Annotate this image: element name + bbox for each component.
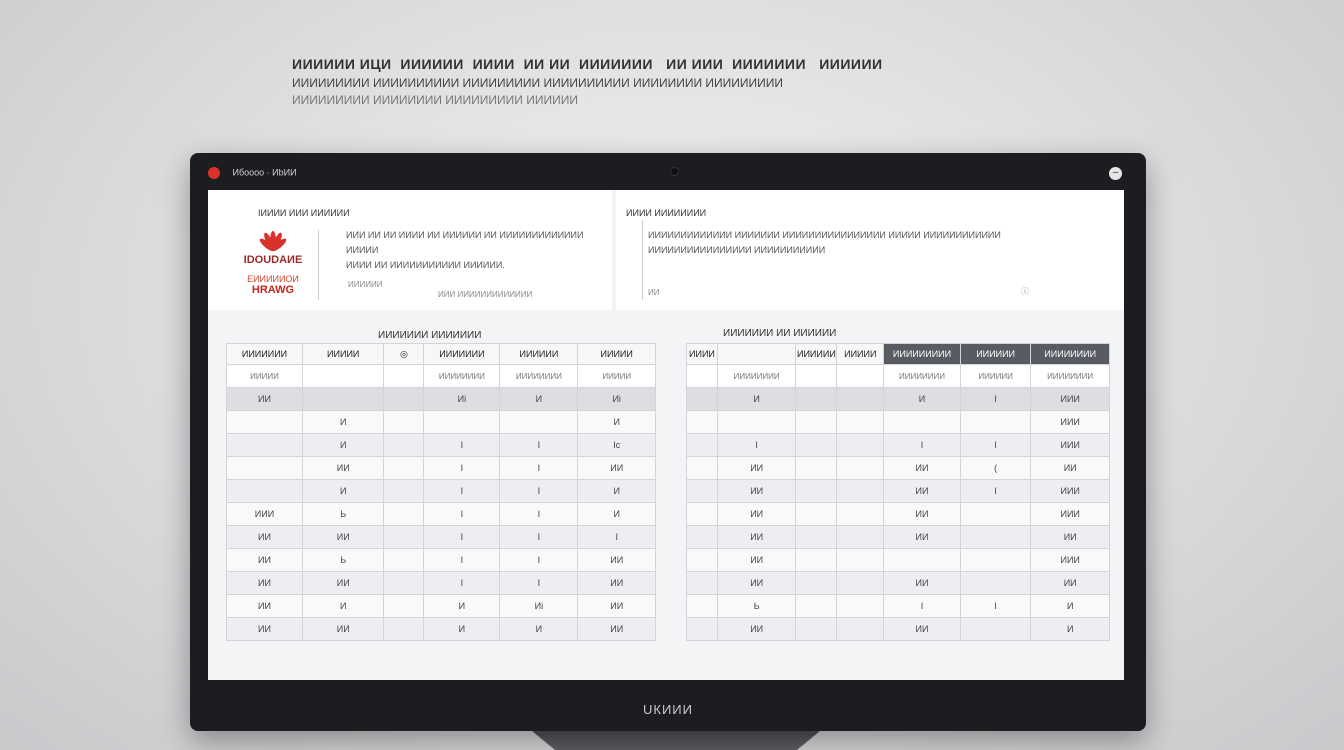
- monitor: [190, 153, 1146, 731]
- column-subheader: ИИИИИИИИ: [1031, 365, 1110, 388]
- table-cell: [796, 549, 837, 572]
- column-header[interactable]: ИИИИИ: [303, 344, 384, 365]
- table-cell: I: [960, 595, 1031, 618]
- table-cell: [687, 549, 718, 572]
- table-cell: И: [578, 480, 656, 503]
- table-cell: I: [884, 434, 961, 457]
- table-cell: [960, 572, 1031, 595]
- table-cell: ИИИ: [1031, 411, 1110, 434]
- table-cell: ИИ: [1031, 572, 1110, 595]
- table-cell: [837, 618, 884, 641]
- table-cell: [384, 595, 424, 618]
- table-cell: [687, 388, 718, 411]
- table-cell: I: [500, 503, 578, 526]
- table-cell: И: [884, 388, 961, 411]
- page-caption: ИИИИИИИИИ ИИИИИИИИ ИИИИИИИИИ ИИИИИИ: [292, 93, 579, 107]
- table-row[interactable]: [687, 388, 1110, 411]
- right-panel-heading: ИИИИ ИИИИИИИИ: [626, 208, 707, 218]
- table-cell: ИИ: [578, 572, 656, 595]
- table-row[interactable]: [227, 549, 656, 572]
- table-cell: [303, 388, 384, 411]
- app-screen: [208, 190, 1124, 680]
- table-cell: [796, 434, 837, 457]
- column-subheader: ИИИИИИИИ: [424, 365, 500, 388]
- table-cell: [837, 503, 884, 526]
- table-cell: ИИ: [717, 526, 795, 549]
- table-row[interactable]: [227, 503, 656, 526]
- table-cell: ИИ: [578, 457, 656, 480]
- heading-word: ИИИИИИ: [400, 56, 464, 72]
- table-cell: ИИ: [717, 618, 795, 641]
- left-panel-text: [346, 228, 612, 273]
- table-cell: ИИ: [303, 572, 384, 595]
- table-cell: [884, 549, 961, 572]
- page-subheading: ИИИИИИИИИ ИИИИИИИИИИ ИИИИИИИИИ ИИИИИИИИИИ ИИИИИИИИ ИИИИИИИИИ: [292, 76, 784, 90]
- table-cell: [687, 618, 718, 641]
- column-header[interactable]: ИИИИ: [687, 344, 718, 365]
- column-subheader: [796, 365, 837, 388]
- column-subheader: ИИИИИИ: [960, 365, 1031, 388]
- table-cell: Ь: [717, 595, 795, 618]
- table-cell: [687, 503, 718, 526]
- table-row[interactable]: [687, 434, 1110, 457]
- table-cell: [687, 434, 718, 457]
- table-cell: [960, 411, 1031, 434]
- table-cell: Ic: [578, 434, 656, 457]
- table-cell: И: [578, 503, 656, 526]
- table-cell: ИИ: [227, 549, 303, 572]
- table-cell: [687, 480, 718, 503]
- table-cell: I: [424, 503, 500, 526]
- table-cell: [500, 411, 578, 434]
- table-cell: [687, 457, 718, 480]
- table-cell: ИИИ: [1031, 388, 1110, 411]
- column-subheader: [687, 365, 718, 388]
- table-cell: I: [960, 388, 1031, 411]
- table-row[interactable]: [227, 457, 656, 480]
- text-line: ИИИИ ИИ ИИИИИИИИИИИ ИИИИИИ.: [346, 260, 505, 270]
- table-cell: [837, 388, 884, 411]
- table-row[interactable]: [227, 618, 656, 641]
- text-line: ИИИ ИИ ИИ ИИИИ ИИ ИИИИИИ ИИ ИИИИИИИИИИИИИ ИИИИИ: [346, 230, 584, 255]
- left-info-panel: [208, 190, 612, 310]
- table-cell: [796, 572, 837, 595]
- left-data-table: [226, 343, 656, 641]
- table-cell: I: [424, 434, 500, 457]
- table-cell: [384, 572, 424, 595]
- table-cell: ИИ: [884, 480, 961, 503]
- table-cell: ИИ: [1031, 457, 1110, 480]
- table-cell: Ь: [303, 549, 384, 572]
- table-cell: ИИ: [578, 549, 656, 572]
- heading-word: ИИ ИИИ: [666, 56, 724, 72]
- table-row[interactable]: [227, 434, 656, 457]
- panel-divider: [642, 220, 643, 300]
- window-title: Ибоооо · ИbИИ: [232, 167, 297, 178]
- table-cell: [796, 480, 837, 503]
- table-cell: [796, 618, 837, 641]
- column-subheader: [837, 365, 884, 388]
- heading-word: ИИИИ: [472, 56, 515, 72]
- column-header-icon[interactable]: ◎: [384, 344, 424, 365]
- table-row[interactable]: [687, 457, 1110, 480]
- table-row[interactable]: [687, 411, 1110, 434]
- table-cell: И: [303, 480, 384, 503]
- logo-name-bottom: HRAWG: [251, 284, 295, 296]
- table-cell: (: [960, 457, 1031, 480]
- table-row[interactable]: [227, 595, 656, 618]
- column-header[interactable]: ИИИИИИ: [500, 344, 578, 365]
- table-cell: И: [424, 618, 500, 641]
- table-cell: I: [500, 526, 578, 549]
- table-cell: ИИ: [227, 618, 303, 641]
- monitor-brand-label: UКИИИ: [643, 702, 693, 717]
- table-cell: ИИ: [303, 526, 384, 549]
- table-cell: I: [960, 480, 1031, 503]
- table-cell: [960, 526, 1031, 549]
- column-subheader: ИИИИИИИИ: [717, 365, 795, 388]
- logo-name-mid: EИИИИИОИ: [247, 274, 299, 284]
- left-panel-foot: ИИИИИИ: [348, 280, 383, 289]
- table-cell: I: [717, 434, 795, 457]
- app-logo-icon: [208, 167, 220, 179]
- table-cell: I: [500, 434, 578, 457]
- table-cell: И: [303, 411, 384, 434]
- table-cell: Ь: [303, 503, 384, 526]
- table-cell: I: [500, 457, 578, 480]
- table-row[interactable]: [227, 411, 656, 434]
- table-cell: Иi: [500, 595, 578, 618]
- table-cell: [837, 434, 884, 457]
- table-cell: Иi: [424, 388, 500, 411]
- table-cell: ИИ: [227, 595, 303, 618]
- help-icon[interactable]: ⓘ: [1021, 287, 1029, 296]
- right-info-panel: [616, 190, 1124, 310]
- right-panel-foot: ИИ: [648, 288, 660, 297]
- table-cell: [227, 434, 303, 457]
- window-titlebar: [208, 167, 1128, 185]
- table-cell: [384, 503, 424, 526]
- table-row[interactable]: [687, 503, 1110, 526]
- table-cell: ИИ: [717, 457, 795, 480]
- table-cell: [227, 457, 303, 480]
- table-cell: I: [424, 526, 500, 549]
- table-cell: ИИ: [884, 526, 961, 549]
- table-cell: [717, 411, 795, 434]
- left-panel-link[interactable]: ИИИ ИИИИИИИИИИИИИ: [438, 290, 533, 299]
- heading-word: ИИИИИИ: [819, 56, 883, 72]
- table-row[interactable]: [227, 388, 656, 411]
- table-cell: [687, 411, 718, 434]
- left-table-caption: ИИИИИИИ ИИИИИИИ: [378, 330, 482, 341]
- table-cell: I: [500, 480, 578, 503]
- table-cell: И: [500, 618, 578, 641]
- table-cell: I: [424, 457, 500, 480]
- table-cell: ИИ: [884, 572, 961, 595]
- table-cell: [837, 480, 884, 503]
- table-cell: И: [500, 388, 578, 411]
- table-row[interactable]: [227, 480, 656, 503]
- table-cell: [384, 434, 424, 457]
- table-cell: I: [578, 526, 656, 549]
- heading-word: ИИИИИИИ: [732, 56, 807, 72]
- column-header[interactable]: ИИИИИИ: [960, 344, 1031, 365]
- column-subheader: ИИИИИИИИ: [500, 365, 578, 388]
- table-cell: [384, 526, 424, 549]
- right-data-table: [686, 343, 1110, 641]
- panel-divider: [318, 230, 319, 300]
- table-cell: I: [500, 572, 578, 595]
- table-cell: ИИИ: [1031, 549, 1110, 572]
- column-header[interactable]: ИИИИИИИИИ: [884, 344, 961, 365]
- minimize-button[interactable]: –: [1109, 167, 1122, 180]
- column-header[interactable]: ИИИИИИИ: [227, 344, 303, 365]
- table-cell: [796, 503, 837, 526]
- page-heading: [292, 56, 1152, 72]
- column-header[interactable]: ИИИИИ: [837, 344, 884, 365]
- table-cell: ИИ: [227, 572, 303, 595]
- table-cell: И: [1031, 618, 1110, 641]
- table-row[interactable]: [687, 572, 1110, 595]
- column-subheader: ИИИИИИИИ: [884, 365, 961, 388]
- column-subheader: [303, 365, 384, 388]
- left-panel-heading: IИИИИ ИИИ ИИИИИИ: [258, 208, 350, 218]
- table-row[interactable]: [687, 618, 1110, 641]
- table-row[interactable]: [227, 526, 656, 549]
- column-header[interactable]: ИИИИИИИИ: [1031, 344, 1110, 365]
- monitor-stand: [532, 731, 820, 750]
- table-cell: [384, 480, 424, 503]
- table-cell: ИИ: [303, 618, 384, 641]
- table-cell: I: [424, 480, 500, 503]
- table-cell: [884, 411, 961, 434]
- right-panel-text: [648, 228, 1001, 258]
- table-cell: ИИ: [884, 503, 961, 526]
- table-cell: ИИ: [717, 480, 795, 503]
- table-row[interactable]: [687, 595, 1110, 618]
- table-cell: ИИ: [717, 549, 795, 572]
- table-cell: ИИИ: [1031, 503, 1110, 526]
- table-cell: И: [578, 411, 656, 434]
- table-cell: I: [500, 549, 578, 572]
- table-cell: I: [884, 595, 961, 618]
- table-cell: [837, 572, 884, 595]
- table-cell: ИИ: [884, 618, 961, 641]
- table-cell: ИИ: [227, 388, 303, 411]
- table-cell: [384, 411, 424, 434]
- table-cell: [384, 549, 424, 572]
- column-subheader: ИИИИИ: [578, 365, 656, 388]
- table-cell: [960, 549, 1031, 572]
- table-cell: И: [717, 388, 795, 411]
- table-cell: [960, 618, 1031, 641]
- table-row[interactable]: [227, 572, 656, 595]
- table-cell: И: [303, 434, 384, 457]
- table-cell: [837, 595, 884, 618]
- table-cell: ИИ: [717, 503, 795, 526]
- table-cell: ИИ: [717, 572, 795, 595]
- table-cell: [227, 480, 303, 503]
- column-header[interactable]: ИИИИИ: [578, 344, 656, 365]
- text-line: ИИИИИИИИИИИИИИИИ ИИИИИИИИИИИ: [648, 245, 826, 255]
- table-cell: [687, 572, 718, 595]
- column-subheader: ИИИИИ: [227, 365, 303, 388]
- table-cell: I: [960, 434, 1031, 457]
- logo-name-top: IDOUDAИE: [243, 254, 303, 266]
- right-table-caption: ИИИИИИИ ИИ ИИИИИИ: [723, 328, 837, 339]
- column-header[interactable]: ИИИИИИИ: [424, 344, 500, 365]
- table-cell: И: [303, 595, 384, 618]
- heading-word: ИИ ИИ: [523, 56, 571, 72]
- table-cell: ИИ: [578, 595, 656, 618]
- table-cell: [837, 457, 884, 480]
- table-row[interactable]: [687, 480, 1110, 503]
- table-cell: [796, 388, 837, 411]
- table-cell: [796, 411, 837, 434]
- heading-word: ИИИИИИ ИЦИ: [292, 56, 392, 72]
- table-cell: [796, 457, 837, 480]
- table-cell: И: [424, 595, 500, 618]
- text-line: ИИИИИИИИИИИИИ ИИИИИИИ ИИИИИИИИИИИИИИИИ ИИИИИ ИИИИИИИИИИИИ: [648, 230, 1001, 240]
- table-cell: [837, 411, 884, 434]
- table-cell: [687, 595, 718, 618]
- table-cell: И: [1031, 595, 1110, 618]
- column-header[interactable]: [717, 344, 795, 365]
- table-cell: ИИ: [303, 457, 384, 480]
- column-subheader: [384, 365, 424, 388]
- column-header[interactable]: ИИИИИИ: [796, 344, 837, 365]
- table-cell: ИИИ: [227, 503, 303, 526]
- table-cell: [796, 595, 837, 618]
- table-cell: [960, 503, 1031, 526]
- table-cell: [227, 411, 303, 434]
- heading-word: ИИИИИИИ: [579, 56, 653, 72]
- table-cell: ИИ: [227, 526, 303, 549]
- table-cell: [687, 526, 718, 549]
- table-cell: ИИ: [884, 457, 961, 480]
- table-cell: [796, 526, 837, 549]
- flower-logo-icon: [255, 230, 291, 252]
- table-cell: [384, 457, 424, 480]
- table-cell: [384, 618, 424, 641]
- table-cell: [837, 549, 884, 572]
- table-row[interactable]: [687, 526, 1110, 549]
- table-cell: [837, 526, 884, 549]
- table-cell: ИИИ: [1031, 480, 1110, 503]
- table-cell: [384, 388, 424, 411]
- table-cell: Иi: [578, 388, 656, 411]
- table-cell: I: [424, 572, 500, 595]
- table-cell: ИИИ: [1031, 434, 1110, 457]
- table-cell: ИИ: [578, 618, 656, 641]
- table-cell: ИИ: [1031, 526, 1110, 549]
- table-cell: I: [424, 549, 500, 572]
- table-row[interactable]: [687, 549, 1110, 572]
- brand-logo: [230, 230, 316, 296]
- table-cell: [424, 411, 500, 434]
